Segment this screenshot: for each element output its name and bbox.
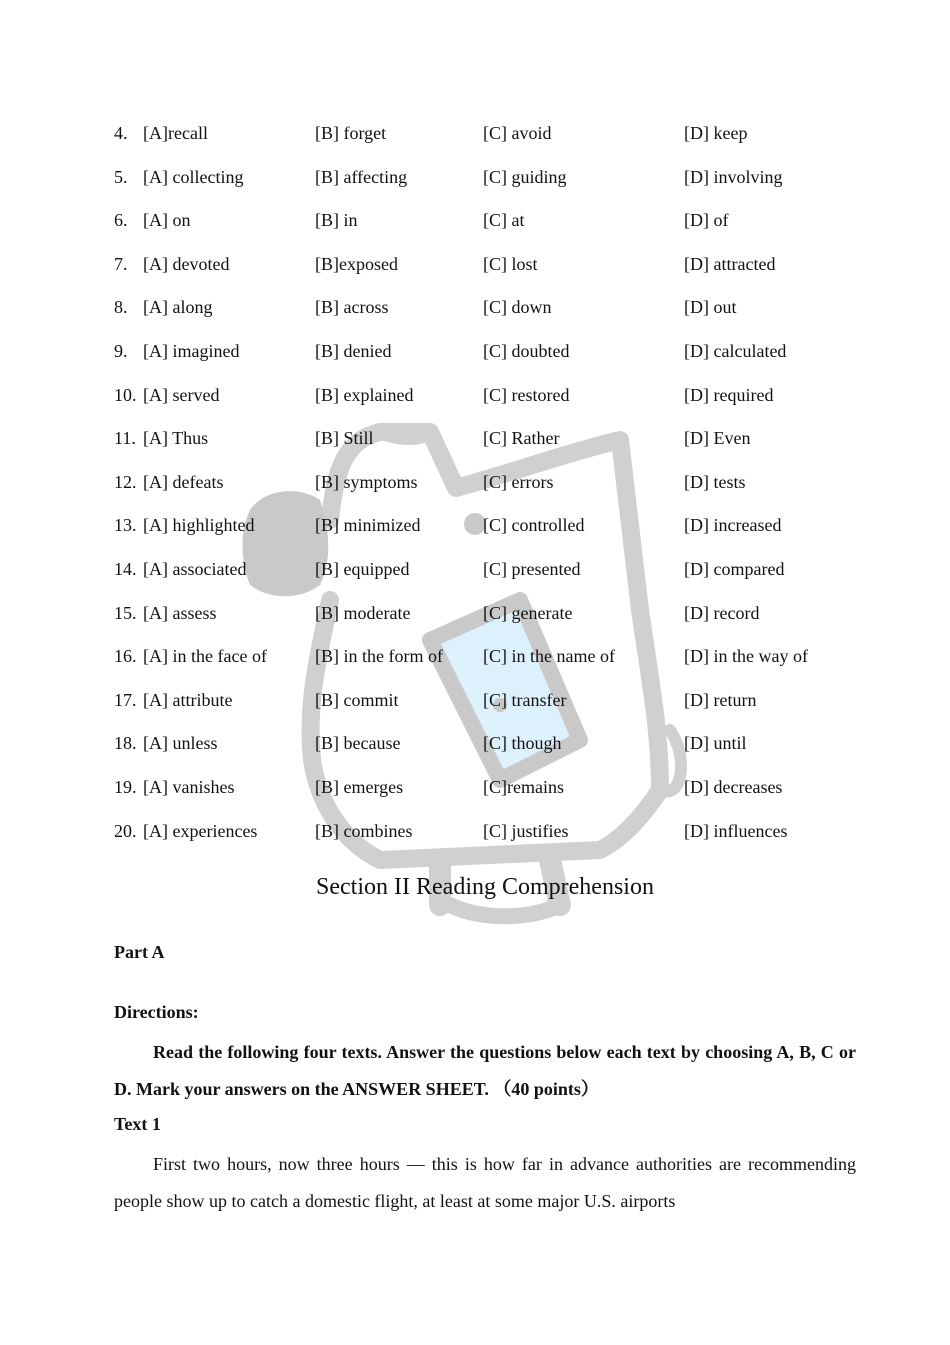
option-b: [B] forget [315,123,387,143]
option-c: [C] controlled [483,515,585,536]
option-a: [A] vanishes [143,777,235,797]
question-number: 18. [114,733,137,754]
option-a: [A] experiences [143,820,258,841]
option-c: [C] avoid [483,123,552,143]
question-number: 17. [114,689,137,710]
option-c: [C] errors [483,471,554,492]
option-b: [B] moderate [315,602,411,623]
part-label: Part A [114,942,165,962]
option-b: [B] affecting [315,166,408,187]
option-a: [A] Thus [143,428,209,449]
option-b: [B] in the form of [315,646,443,667]
question-row [0,207,950,233]
option-d: [D] attracted [684,253,776,274]
question-row [0,469,950,495]
option-a: [A] assess [143,602,217,623]
option-a: [A] devoted [143,253,230,274]
option-b: [B] emerges [315,777,404,797]
option-c: [C] generate [483,602,573,623]
option-b: [B] explained [315,384,414,405]
option-c: [C] guiding [483,166,567,187]
question-number: 14. [114,559,137,579]
directions-text: Read the following four texts. Answer the questions below each text by choosing A, B, C or D. Mark your answers on the ANSWER SHEET. （40 points） [114,1042,856,1099]
question-number: 20. [114,820,137,841]
option-c: [C] down [483,297,552,318]
question-number: 8. [114,297,128,318]
question-row [0,425,950,451]
question-number: 9. [114,341,128,361]
question-number: 7. [114,253,128,274]
question-row [0,382,950,408]
option-c: [C] though [483,733,562,754]
option-b: [B] combines [315,820,413,841]
option-d: [D] increased [684,515,782,536]
option-b: [B] commit [315,689,399,710]
question-row [0,556,950,582]
option-d: [D] until [684,733,747,754]
question-number: 10. [114,384,137,405]
option-d: [D] calculated [684,341,787,361]
option-d: [D] required [684,384,774,405]
option-d: [D] out [684,297,737,318]
option-b: [B] denied [315,341,392,361]
option-a: [A] highlighted [143,515,255,536]
option-c: [C] justifies [483,820,569,841]
option-c: [C] transfer [483,689,567,710]
option-d: [D] return [684,689,757,710]
question-number: 13. [114,515,137,536]
option-b: [B] equipped [315,559,410,579]
question-row [0,774,950,800]
question-number: 12. [114,471,137,492]
text-label: Text 1 [114,1114,161,1134]
option-c: [C] restored [483,384,570,405]
question-row [0,120,950,146]
question-number: 16. [114,646,137,667]
question-row [0,251,950,277]
option-d: [D] record [684,602,760,623]
option-d: [D] involving [684,166,783,187]
section-title: Section II Reading Comprehension [316,874,654,900]
option-c: [C] in the name of [483,646,615,667]
option-b: [B] in [315,210,358,231]
option-b: [B] minimized [315,515,421,536]
option-a: [A] attribute [143,689,233,710]
option-a: [A] unless [143,733,218,754]
text-body-paragraph: First two hours, now three hours — this is how far in advance authorities are recommending people show up to catch a domestic flight, at least at some major U.S. airports [114,1154,856,1211]
option-d: [D] Even [684,428,751,449]
option-a: [A] in the face of [143,646,267,667]
option-b: [B] Still [315,428,374,449]
question-row [0,643,950,669]
option-a: [A] served [143,384,220,405]
question-row [0,730,950,756]
option-b: [B] symptoms [315,471,418,492]
option-a: [A] along [143,297,213,318]
question-number: 6. [114,210,128,231]
question-row [0,294,950,320]
question-row [0,600,950,626]
option-b: [B] because [315,733,401,754]
question-number: 15. [114,602,137,623]
option-c: [C] lost [483,253,538,274]
option-c: [C] presented [483,559,581,579]
option-d: [D] keep [684,123,748,143]
option-d: [D] decreases [684,777,783,797]
question-number: 11. [114,428,136,449]
question-number: 4. [114,123,128,143]
option-d: [D] compared [684,559,785,579]
option-a: [A] collecting [143,166,244,187]
option-a: [A] on [143,210,191,231]
question-number: 5. [114,166,128,187]
question-row [0,164,950,190]
question-row [0,818,950,844]
option-a: [A] associated [143,559,247,579]
directions-label: Directions: [114,1002,199,1022]
option-d: [D] of [684,210,729,231]
option-a: [A] imagined [143,341,240,361]
option-b: [B]exposed [315,253,398,274]
option-c: [C] Rather [483,428,560,449]
option-d: [D] tests [684,471,746,492]
option-d: [D] influences [684,820,788,841]
option-c: [C] doubted [483,341,570,361]
option-a: [A] defeats [143,471,224,492]
option-a: [A]recall [143,123,208,143]
option-b: [B] across [315,297,389,318]
question-row [0,512,950,538]
question-row [0,687,950,713]
question-number: 19. [114,777,137,797]
option-c: [C]remains [483,777,564,797]
option-c: [C] at [483,210,525,231]
option-d: [D] in the way of [684,646,808,667]
question-row [0,338,950,364]
